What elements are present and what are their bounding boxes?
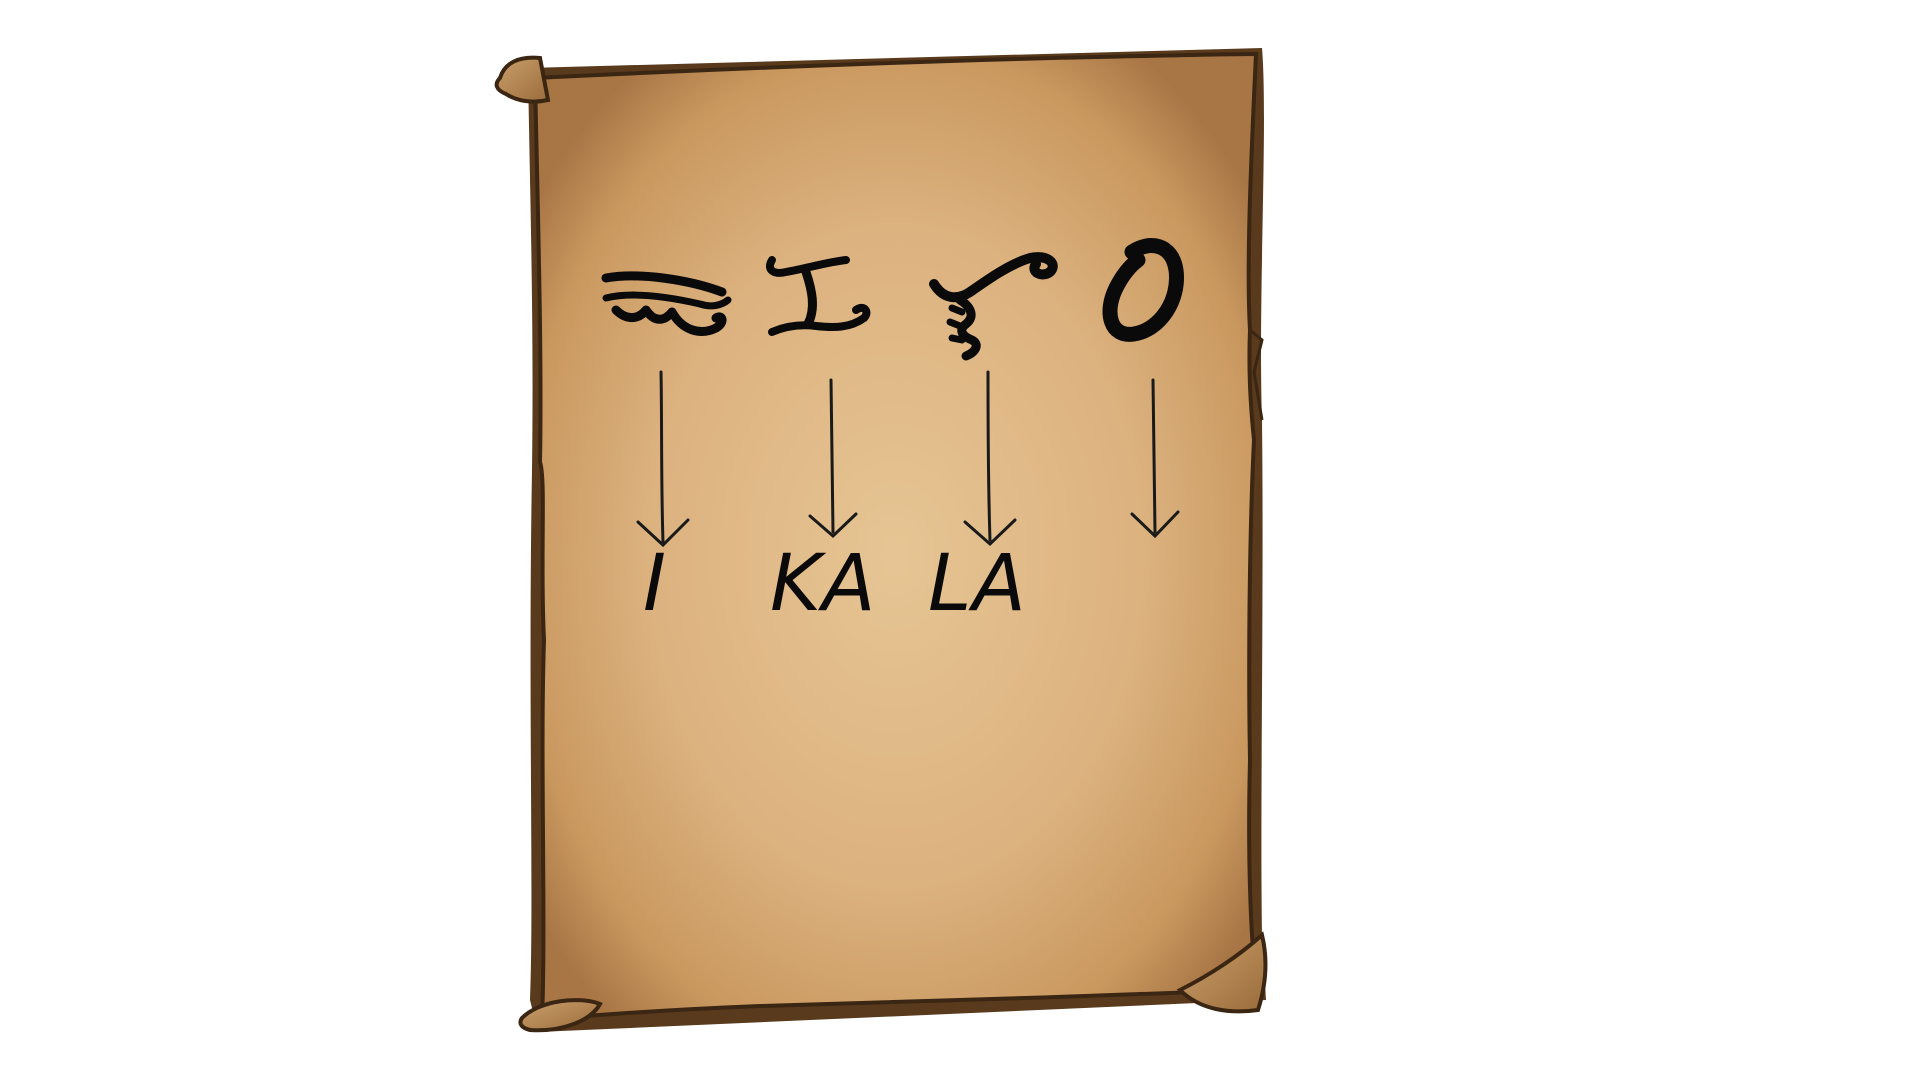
transliteration-i: I	[643, 539, 668, 629]
transliteration-la: LA	[928, 539, 1027, 629]
parchment-sheet	[535, 54, 1256, 1020]
transliteration-ka: KA	[770, 539, 877, 629]
top-left-curl	[497, 58, 548, 102]
